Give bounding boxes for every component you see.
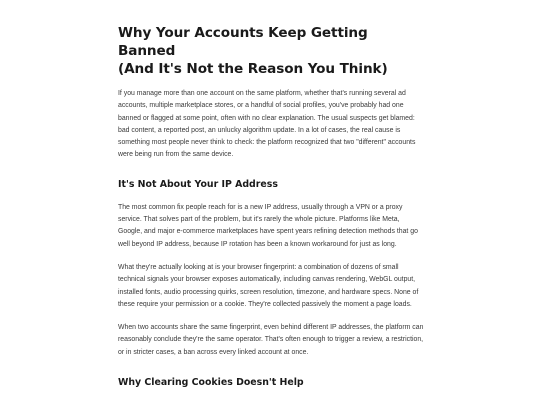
paragraph-shared-fingerprint: When two accounts share the same fingerprint, even behind different IP addresses, the platform can reasonably conclude they're the same operator. That's often enough to trigger a review, a restriction, or in stricter cases, a ban across every linked account at once. (118, 324, 424, 356)
article (118, 24, 424, 389)
article-title-line-2: (And It's Not the Reason You Think) (118, 61, 388, 77)
section-heading-ip-address: It's Not About Your IP Address (118, 178, 278, 190)
section-heading-cookies: Why Clearing Cookies Doesn't Help (118, 377, 304, 389)
paragraph-ip-fix: The most common fix people reach for is a new IP address, usually through a VPN or a proxy service. That solves part of the problem, but it's rarely the whole picture. Platforms like Meta, Google, and major e-commerce marketplaces have spent years refining detection methods that go well beyond IP address, because IP rotation has been a known workaround for just as long. (118, 203, 418, 248)
intro-paragraph: If you manage more than one account on the same platform, whether that's running several ad accounts, multiple marketplace stores, or a handful of social profiles, you've probably had one banned or flagged at some point, often with no clear explanation. The usual suspects get blamed: bad content, a reported post, an unlucky algorithm update. In a lot of cases, the real cause is something most people never think to check: the platform recognized that two "different" accounts were being run from the same device. (118, 90, 416, 159)
article-title (118, 24, 424, 78)
paragraph-fingerprint: What they're actually looking at is your browser fingerprint: a combination of dozens of small technical signals your browser exposes automatically, including canvas rendering, WebGL output, installed fonts, audio processing quirks, screen resolution, timezone, and hardware specs. None of these require your permission or a cookie. They're collected passively the moment a page loads. (118, 263, 419, 308)
article-title-line-1: Why Your Accounts Keep Getting Banned (118, 25, 368, 59)
